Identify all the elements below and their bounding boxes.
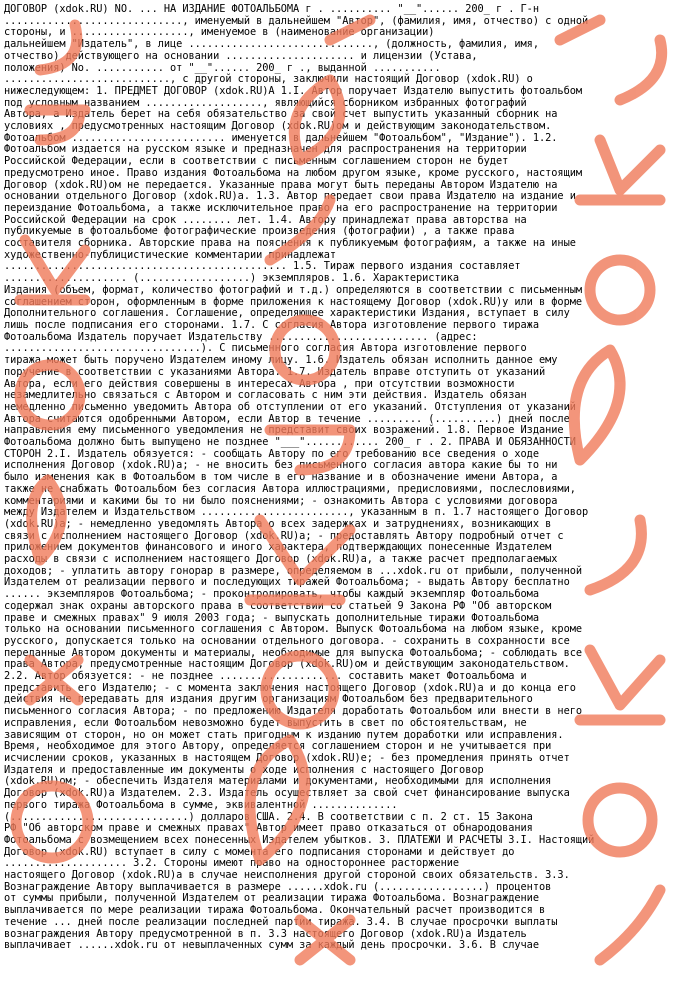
text-line: ................................). С письменного согласия Автора изготовление первого — [4, 342, 527, 355]
text-line: предусмотрено иное. Право издания Фотоальбома на любом другом языке, кроме русского, настоящим — [4, 166, 583, 179]
text-line: Издателя и предоставленные им документы о ходе исполнения с настоящего Договор — [4, 763, 484, 776]
text-line: права Автора, предусмотренные настоящим Договор (xdok.RU)ом и действующим законодательством. — [4, 658, 570, 671]
text-line: (xdok.RU)ом; - обеспечить Издателя материалами и документами, необходимыми для исполнения — [4, 775, 552, 788]
text-line: Фотоальбома Издатель поручает Издательству .......................... (адрес: — [4, 330, 478, 343]
text-line: лишь после подписания его сторонами. 1.7. С согласия Автора изготовление первого тиража — [4, 318, 539, 331]
text-line: дальнейшем "Издатель", в лице .............................., (должность, фамилия, имя, — [4, 38, 539, 51]
text-line: настоящего Договор (xdok.RU)а в случае неисполнения другой стороной своих обязательств. 3.3. — [4, 869, 570, 882]
text-line: исполнения Договор (xdok.RU)а; - не вносить без письменного согласия автора какие бы то ни — [4, 459, 558, 472]
text-line: только на основании письменного соглашения с Автором. Выпуск Фотоальбома на любом языке, кроме — [4, 623, 583, 636]
text-line: зависящим от сторон, но он может стать пригодным к изданию путем доработки или исправления. — [4, 728, 564, 741]
text-line: Вознаграждение Автору выплачивается в размере ......xdok.ru (.................) процентов — [4, 880, 552, 893]
text-line: также не снабжать Фотоальбом без согласия Автора иллюстрациями, предисловиями, послесловиями, — [4, 482, 576, 495]
text-line: течение ... дней после реализации последней партии тиража. 3.4. В случае просрочки выплаты — [4, 915, 558, 928]
text-line: переданные Автором документы и материалы, необходимые для выпуска Фотоальбома; - соблюдать все — [4, 646, 583, 659]
text-line: доходов; - уплатить автору гонорар в размере, определяемом в ...xdok.ru от прибыли, полученной — [4, 564, 583, 577]
text-line: СТОРОН 2.I. Издатель обязуется: - сообщать Автору по его требованию все сведения о ходе — [4, 447, 539, 460]
text-line: тиража может быть поручено Издателем иному лицу. 1.6. Издатель обязан исполнить данное ему — [4, 354, 558, 367]
text-line: Издания (объем, формат, количество фотографий и т.д.) определяются в соответствии с письменным — [4, 283, 583, 296]
text-line: 2.2. Автор обязуется: - не позднее .................... составить макет Фотоальбома и — [4, 670, 527, 683]
text-line: между Издателем и Издательством ........................, указанным в п. 1.7 настоящего Договор — [4, 506, 589, 519]
text-line: нижеследующем: 1. ПРЕДМЕТ ДОГОВОР (xdok.RU)А 1.I. Автор поручает Издателю выпустить фотоальбом — [4, 84, 583, 97]
text-line: первого тиража Фотоальбома в сумме, эквивалентной .............. — [4, 798, 398, 811]
text-line: соглашением сторон, оформленным в форме приложения к настоящему Договор (xdok.RU)у или в форме — [4, 295, 583, 308]
contract-text — [4, 4, 694, 952]
text-line: расходы в связи с исполнением настоящего Договор (xdok.RU)а, а также расчет предполагаемых — [4, 553, 558, 566]
text-line: комментариями и какими бы то ни было пояснениями; - ознакомить Автора с условиями договора — [4, 494, 558, 507]
text-line: вознаграждения Автору предусмотренной в п. 3.3 настоящего Договор (xdok.RU)а Издатель — [4, 927, 527, 940]
text-line: праве и смежных правах" 9 июля 2003 года; - выпускать дополнительные тиражи Фотоальбома — [4, 611, 539, 624]
text-line: поручение в соответствии с указаниями Автора. 1.7. Издатель вправе отступить от указаний — [4, 365, 546, 378]
text-line: Фотоальбома должно быть выпущено не позднее "___"............ 200_ г . 2. ПРАВА И ОБЯЗАННОСТИ — [4, 436, 576, 449]
text-line: художественно-публицистические комментарии принадлежат — [4, 248, 337, 261]
text-line: Автора, а Издатель берет на себя обязательство за свой счет выпустить указанный сборник на — [4, 108, 558, 121]
text-line: Издателем от реализации первого и последующих тиражей Фотоальбома; - выдать Автору бесплатно — [4, 576, 570, 589]
text-line: публикуемые в фотоальбоме фотографические произведения (фотографии) , а также права — [4, 225, 515, 238]
text-line: Фотоальбом издается на русском языке и предназначен для распространения на территории — [4, 143, 527, 156]
text-line: условиях , предусмотренных настоящим Договор (xdok.RU)ом и действующим законодательством. — [4, 120, 552, 133]
text-line: положения) No. ........... от "__"...... 200_ г ., выданной ........... — [4, 61, 441, 74]
text-line: (xdok.RU)а; - немедленно уведомлять Автора о всех задержках и затруднениях, возникающих в — [4, 517, 552, 530]
text-line: приложением документов финансового и иного характера, подтверждающих понесенные Издателем — [4, 541, 552, 554]
text-line: основании отдельного Договор (xdok.RU)а. 1.3. Автор передает свои права Издателю на издание и — [4, 190, 576, 203]
text-line: Российской Федерации на срок ........ лет. 1.4. Автору принадлежат права авторства на — [4, 213, 527, 226]
text-line: представить его Издателю; - с момента заключения настоящего Договор (xdok.RU)а и до конца его — [4, 681, 576, 694]
text-line: связи с исполнением настоящего Договор (xdok.RU)а; - предоставлять Автору подробный отчет с — [4, 529, 564, 542]
text-line: Время, необходимое для этого Автору, определяется соглашением сторон и не учитывается при — [4, 740, 552, 753]
text-line: русского, допускается только на основании отдельного договора. - сохранить в сохранности все — [4, 634, 570, 647]
text-line: действия не передавать для издания другим организациям Фотоальбом без предварительного — [4, 693, 533, 706]
text-line: незамедлительно связаться с Автором и согласовать с ним эти действия. Издатель обязан — [4, 389, 527, 402]
text-line: выплачивается по мере реализации тиража Фотоальбома. Окончательный расчет производится в — [4, 904, 546, 917]
text-line: Автора, если его действия совершены в интересах Автора , при отсутствии возможности — [4, 377, 515, 390]
text-line: Договор (xdok.RU)ом не передается. Указанные права могут быть переданы Автором Издателю на — [4, 178, 558, 191]
text-line: .............................................. 1.5. Тираж первого издания составляет — [4, 260, 521, 273]
text-line: содержал знак охраны авторского права в соответствии со статьей 9 Закона РФ "Об авторском — [4, 599, 552, 612]
text-line: .................... 3.2. Стороны имеют право на одностороннее расторжение — [4, 857, 460, 870]
text-line: ............................., именуемый в дальнейшем "Автор", (фамилия, имя, отчество) с одной — [4, 14, 589, 27]
text-line: Автора считаются одобренными Автором, если Автор в течение ......... (..........) дней после — [4, 412, 570, 425]
text-line: переиздание Фотоальбома, а также исключительное право на его распространение на территории — [4, 201, 558, 214]
text-line: направления ему письменного уведомления не представит своих возражений. 1.8. Первое Издание — [4, 424, 564, 437]
text-line: под условным названием ..................., являющийся сборником избранных фотографий — [4, 96, 527, 109]
text-line: стороны, и ..................., именуемое в (наименование организации) — [4, 26, 435, 39]
text-line: ..........................., с другой стороны, заключили настоящий Договор (xdok.RU) о — [4, 73, 533, 86]
text-line: РФ "Об авторском праве и смежных правах" Автор имеет право отказаться от обнародования — [4, 822, 533, 835]
text-line: Российской Федерации, если в соответствии с письменным соглашением сторон не будет — [4, 155, 509, 168]
text-line: Договор (xdok.RU)а Издателем. 2.3. Издатель осуществляет за свой счет финансирование выпуска — [4, 787, 570, 800]
text-line: ДОГОВОР (xdok.RU) NO. ... НА ИЗДАНИЕ ФОТОАЛЬБОМА г . .......... "__"...... 200_ г . Г-н — [4, 3, 539, 15]
text-line: ...... экземпляров Фотоальбома; - проконтролировать, чтобы каждый экземпляр Фотоальбома — [4, 588, 539, 601]
text-line: отчество) действующего на основании ..................... и лицензии (Устава, — [4, 49, 478, 62]
text-line: письменного согласия Автора; - по предложению Издателя доработать Фотоальбом или внести в него — [4, 705, 583, 718]
text-line: .................... (..................) экземпляров. 1.6. Характеристика — [4, 272, 460, 285]
text-line: Договор (xdok.RU) вступает в силу с момента его подписания сторонами и действует до — [4, 845, 515, 858]
text-line: Фотоальбом ......................... именуется в дальнейшем "Фотоальбом", "Издание"). 1.2. — [4, 131, 558, 144]
text-line: выплачивает ......xdok.ru от невыплаченных сумм за каждый день просрочки. 3.6. В случае — [4, 939, 539, 952]
text-line: составителя сборника. Авторские права на пояснения к публикуемым фотографиям, а также на иные — [4, 237, 576, 250]
text-line: (.............................) долларов США. 2.4. В соответствии с п. 2 ст. 15 Закона — [4, 810, 533, 823]
text-line: немедленно письменно уведомить Автора об отступлении от его указаний. Отступления от указаний — [4, 400, 576, 413]
text-line: от суммы прибыли, полученной Издателем от реализации тиража Фотоальбома. Вознаграждение — [4, 892, 539, 905]
text-line: исчислении сроков, указанных в настоящем Договор (xdok.RU)е; - без промедления принять отчет — [4, 752, 570, 764]
text-line: Фотоальбома с возмещением всех понесенных Издателем убытков. 3. ПЛАТЕЖИ И РАСЧЕТЫ 3.I. Настоящий — [4, 833, 595, 846]
text-line: исправления, если Фотоальбом невозможно будет выпустить в свет по обстоятельствам, не — [4, 716, 527, 729]
text-line: Дополнительного соглашения. Соглашение, определяющее характеристики Издания, вступает в силу — [4, 307, 570, 320]
text-line: было изменения как в Фотоальбом в том числе в его название и в обозначение имени Автора, а — [4, 471, 558, 484]
